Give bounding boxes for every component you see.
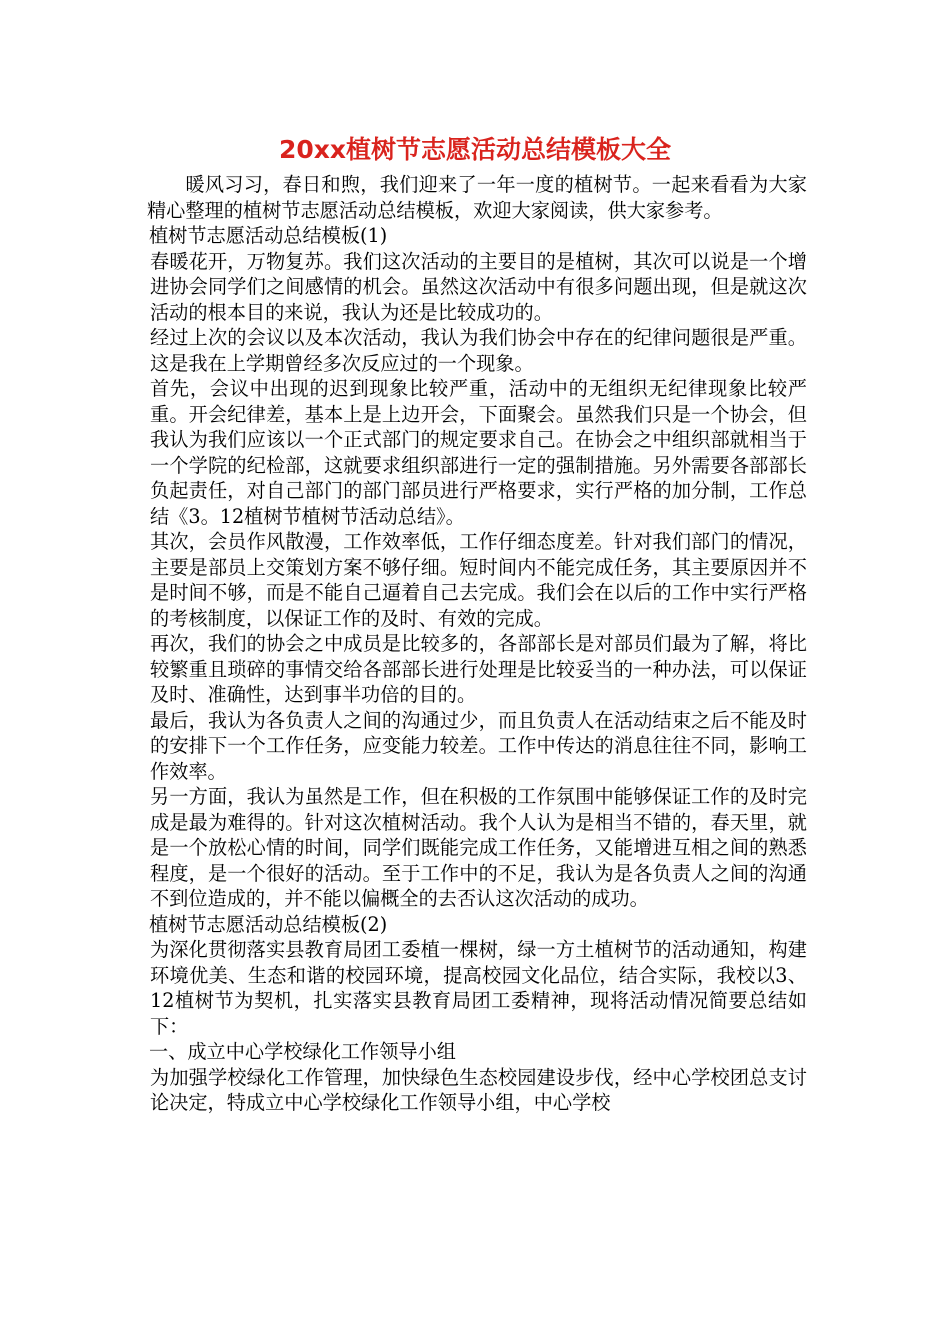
section-heading-template-2: 植树节志愿活动总结模板(2) xyxy=(149,912,388,936)
body-paragraph: 春暖花开，万物复苏。我们这次活动的主要目的是植树，其次可以说是一个增进协会同学们之间感情的机会。虽然这次活动中有很多问题出现，但是就这次活动的根本目的来说，我认为还是比较成功的。 xyxy=(150,249,807,324)
document-title: 20xx植树节志愿活动总结模板大全 xyxy=(278,135,672,164)
document-body xyxy=(147,172,807,1116)
subsection-heading: 一、成立中心学校绿化工作领导小组 xyxy=(149,1040,456,1063)
body-paragraph: 经过上次的会议以及本次活动，我认为我们协会中存在的纪律问题很是严重。这是我在上学期曾经多次反应过的一个现象。 xyxy=(150,326,807,375)
body-paragraph: 首先，会议中出现的迟到现象比较严重，活动中的无组织无纪律现象比较严重。开会纪律差，基本上是上边开会，下面聚会。虽然我们只是一个协会，但我认为我们应该以一个正式部门的规定要求自己。在协会之中组织部就相当于一个学院的纪检部，这就要求组织部进行一定的强制措施。另外需要各部部长负起责任，对自己部门的部门部员进行严格要求，实行严格的加分制，工作总结《3。12植树节植树节活动总结》。 xyxy=(150,377,807,528)
body-paragraph: 为加强学校绿化工作管理，加快绿色生态校园建设步伐，经中心学校团总支讨论决定，特成立中心学校绿化工作领导小组，中心学校 xyxy=(150,1065,807,1114)
body-paragraph: 其次，会员作风散漫，工作效率低，工作仔细态度差。针对我们部门的情况，主要是部员上交策划方案不够仔细。短时间内不能完成任务，其主要原因并不是时间不够，而是不能自己逼着自己去完成。我们会在以后的工作中实行严格的考核制度，以保证工作的及时、有效的完成。 xyxy=(150,530,807,630)
body-paragraph: 最后，我认为各负责人之间的沟通过少，而且负责人在活动结束之后不能及时的安排下一个工作任务，应变能力较差。工作中传达的消息往往不同，影响工作效率。 xyxy=(150,708,807,783)
intro-paragraph: 暖风习习，春日和煦，我们迎来了一年一度的植树节。一起来看看为大家精心整理的植树节志愿活动总结模板，欢迎大家阅读，供大家参考。 xyxy=(147,173,807,222)
section-heading-template-1: 植树节志愿活动总结模板(1) xyxy=(149,224,388,247)
body-paragraph: 为深化贯彻落实县教育局团工委植一棵树，绿一方土植树节的活动通知，构建环境优美、生态和谐的校园环境，提高校园文化品位，结合实际，我校以3、12植树节为契机，扎实落实县教育局团工委精神，现将活动情况简要总结如下： xyxy=(150,938,807,1038)
body-paragraph: 再次，我们的协会之中成员是比较多的，各部部长是对部员们最为了解，将比较繁重且琐碎的事情交给各部部长进行处理是比较妥当的一种办法，可以保证及时、准确性，达到事半功倍的目的。 xyxy=(150,632,807,706)
body-paragraph: 另一方面，我认为虽然是工作，但在积极的工作氛围中能够保证工作的及时完成是最为难得的。针对这次植树活动。我个人认为是相当不错的，春天里，就是一个放松心情的时间，同学们既能完成工作任务，又能增进互相之间的熟悉程度，是一个很好的活动。至于工作中的不足，我认为是各负责人之间的沟通不到位造成的，并不能以偏概全的去否认这次活动的成功。 xyxy=(150,785,807,910)
